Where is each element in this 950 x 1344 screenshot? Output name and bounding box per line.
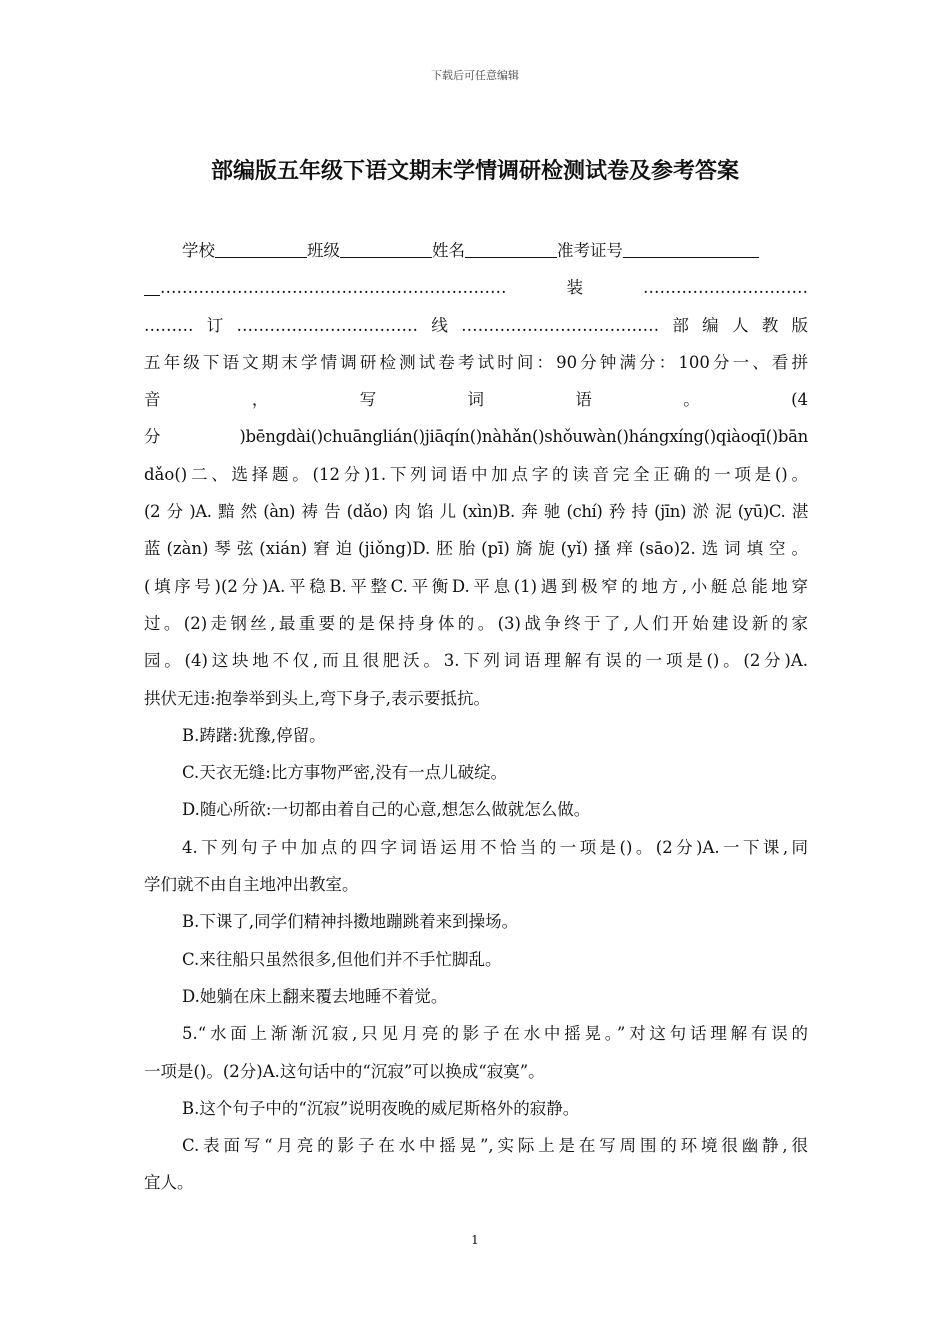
body-line: (填序号)(2分)A.平稳B.平整C.平衡D.平息(1)遇到极窄的地方,小艇总能地穿 [144, 576, 808, 596]
body-line: 蓝(zàn)琴弦(xián)窘迫(jiǒng)D.胚胎(pī)旖旎(yǐ)搔痒(sāo)2.选词填空。 [144, 539, 808, 559]
question-4-option-d: D.她躺在床上翻来覆去地睡不着觉。 [182, 986, 448, 1006]
question-4-option-b: B.下课了,同学们精神抖擞地蹦跳着来到操场。 [182, 912, 519, 932]
question-4-line-1: 4.下列句子中加点的四字词语运用不恰当的一项是()。(2分)A.一下课,同 [182, 837, 808, 857]
name-blank [465, 240, 557, 258]
page-header-note: 下载后可任意编辑 [431, 69, 519, 82]
class-label: 班级 [307, 241, 340, 260]
name-label: 姓名 [432, 241, 465, 260]
question-4-option-c: C.来往船只虽然很多,但他们并不手忙脚乱。 [182, 949, 502, 969]
exam-number-blank-cont [144, 277, 160, 295]
body-line: 园。(4)这块地不仅,而且很肥沃。3.下列词语理解有误的一项是()。(2分)A. [144, 651, 808, 671]
document-body [144, 232, 808, 1202]
body-line: dǎo()二、选择题。(12分)1.下列词语中加点字的读音完全正确的一项是()。 [144, 464, 808, 484]
body-line: (2分)A.黯然(àn)祷告(dǎo)肉馅儿(xìn)B.奔驰(chí)矜持(jīn)淤泥(yū)C.湛 [144, 502, 808, 522]
question-5-option-b: B.这个句子中的“沉寂”说明夜晚的威尼斯格外的寂静。 [182, 1098, 580, 1118]
school-label: 学校 [182, 241, 215, 260]
page-number: 1 [471, 1233, 479, 1247]
binding-line-2: ………订……………………………线………………………………部编人教版 [144, 315, 808, 335]
question-5-option-c-line-1: C.表面写“月亮的影子在水中摇晃”,实际上是在写周围的环境很幽静,很 [182, 1136, 808, 1156]
body-line: 拱伏无违:抱拳举到头上,弯下身子,表示要抵抗。 [144, 688, 491, 708]
exam-number-blank [623, 240, 759, 258]
question-3-option-b: B.踌躇:犹豫,停留。 [182, 725, 326, 745]
question-5-line-2: 一项是()。(2分)A.这句话中的“沉寂”可以换成“寂寞”。 [144, 1061, 545, 1081]
binding-line-1: ………………………………………………………装………………………… [144, 269, 808, 306]
school-blank [215, 240, 307, 258]
exam-number-label: 准考证号 [557, 241, 623, 260]
student-info-line [144, 232, 808, 269]
class-blank [340, 240, 432, 258]
body-line: 分)bēngdài()chuānglián()jiāqín()nàhǎn()shǒuwàn()hángxíng()qiàoqī()bān [144, 427, 808, 447]
question-4-line-2: 学们就不由自主地冲出教室。 [144, 875, 359, 895]
question-3-option-c: C.天衣无缝:比方事物严密,没有一点儿破绽。 [182, 763, 508, 783]
body-line: 过。(2)走钢丝,最重要的是保持身体的。(3)战争终于了,人们开始建设新的家 [144, 613, 808, 633]
body-line: 五年级下语文期末学情调研检测试卷考试时间：90分钟满分：100分一、看拼 [144, 352, 808, 372]
question-5-option-c-line-2: 宜人。 [144, 1173, 194, 1193]
document-title: 部编版五年级下语文期末学情调研检测试卷及参考答案 [210, 159, 739, 184]
question-3-option-d: D.随心所欲:一切都由着自己的心意,想怎么做就怎么做。 [182, 800, 591, 820]
question-5-line-1: 5.“水面上渐渐沉寂,只见月亮的影子在水中摇晃。”对这句话理解有误的 [182, 1024, 808, 1044]
body-line-spread: 音 ， 写 词 语 。 (4 [144, 390, 808, 410]
